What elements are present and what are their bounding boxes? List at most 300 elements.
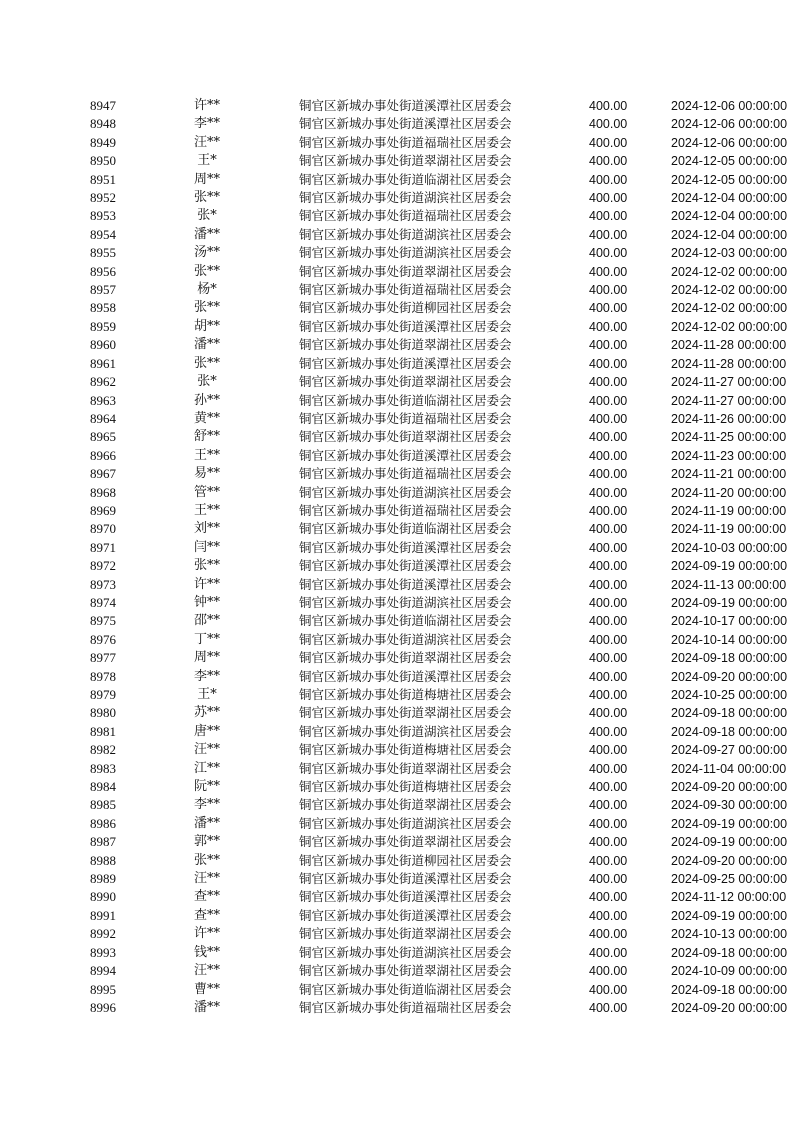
row-name: 查** bbox=[193, 907, 220, 923]
table-row bbox=[0, 760, 793, 778]
row-number: 8961 bbox=[90, 355, 116, 371]
row-number: 8956 bbox=[90, 263, 116, 279]
row-organization: 铜官区新城办事处街道翠湖社区居委会 bbox=[299, 650, 512, 666]
records-table-body bbox=[0, 97, 793, 1017]
row-date: 2024-09-18 00:00:00 bbox=[671, 706, 788, 721]
row-amount: 400.00 bbox=[589, 375, 628, 390]
table-row bbox=[0, 796, 793, 814]
row-organization: 铜官区新城办事处街道翠湖社区居委会 bbox=[299, 429, 512, 445]
table-row bbox=[0, 244, 793, 262]
row-date: 2024-09-19 00:00:00 bbox=[671, 559, 788, 574]
row-organization: 铜官区新城办事处街道柳园社区居委会 bbox=[299, 852, 512, 868]
row-organization: 铜官区新城办事处街道湖滨社区居委会 bbox=[299, 190, 512, 206]
row-date: 2024-09-20 00:00:00 bbox=[671, 669, 788, 684]
row-organization: 铜官区新城办事处街道梅塘社区居委会 bbox=[299, 742, 512, 758]
row-date: 2024-12-04 00:00:00 bbox=[671, 191, 788, 206]
row-name: 黄** bbox=[193, 410, 220, 426]
row-organization: 铜官区新城办事处街道溪潭社区居委会 bbox=[299, 907, 512, 923]
table-row bbox=[0, 152, 793, 170]
row-date: 2024-12-02 00:00:00 bbox=[671, 319, 788, 334]
row-number: 8996 bbox=[90, 999, 116, 1015]
table-row bbox=[0, 281, 793, 299]
row-number: 8960 bbox=[90, 337, 116, 353]
row-date: 2024-11-28 00:00:00 bbox=[671, 356, 787, 371]
row-date: 2024-11-19 00:00:00 bbox=[671, 522, 787, 537]
row-amount: 400.00 bbox=[589, 301, 628, 316]
row-amount: 400.00 bbox=[589, 522, 628, 537]
row-organization: 铜官区新城办事处街道湖滨社区居委会 bbox=[299, 631, 512, 647]
row-number: 8954 bbox=[90, 226, 116, 242]
row-name: 张* bbox=[197, 208, 217, 224]
row-organization: 铜官区新城办事处街道翠湖社区居委会 bbox=[299, 926, 512, 942]
row-organization: 铜官区新城办事处街道湖滨社区居委会 bbox=[299, 944, 512, 960]
row-organization: 铜官区新城办事处街道溪潭社区居委会 bbox=[299, 871, 512, 887]
row-date: 2024-11-04 00:00:00 bbox=[671, 761, 787, 776]
row-amount: 400.00 bbox=[589, 595, 628, 610]
row-organization: 铜官区新城办事处街道福瑞社区居委会 bbox=[299, 282, 512, 298]
row-organization: 铜官区新城办事处街道临湖社区居委会 bbox=[299, 613, 512, 629]
row-number: 8994 bbox=[90, 963, 116, 979]
table-row bbox=[0, 520, 793, 538]
row-organization: 铜官区新城办事处街道翠湖社区居委会 bbox=[299, 963, 512, 979]
row-organization: 铜官区新城办事处街道溪潭社区居委会 bbox=[299, 318, 512, 334]
row-number: 8981 bbox=[90, 723, 116, 739]
row-organization: 铜官区新城办事处街道湖滨社区居委会 bbox=[299, 723, 512, 739]
row-number: 8977 bbox=[90, 650, 116, 666]
row-date: 2024-11-20 00:00:00 bbox=[671, 485, 787, 500]
row-number: 8959 bbox=[90, 318, 116, 334]
table-row bbox=[0, 97, 793, 115]
table-row bbox=[0, 355, 793, 373]
row-name: 张** bbox=[193, 263, 220, 279]
table-row bbox=[0, 207, 793, 225]
row-organization: 铜官区新城办事处街道福瑞社区居委会 bbox=[299, 502, 512, 518]
row-number: 8988 bbox=[90, 852, 116, 868]
row-number: 8974 bbox=[90, 594, 116, 610]
row-amount: 400.00 bbox=[589, 724, 628, 739]
table-row bbox=[0, 226, 793, 244]
row-name: 汪** bbox=[193, 742, 220, 758]
table-row bbox=[0, 778, 793, 796]
table-row bbox=[0, 741, 793, 759]
row-organization: 铜官区新城办事处街道溪潭社区居委会 bbox=[299, 576, 512, 592]
row-name: 丁** bbox=[193, 631, 220, 647]
row-organization: 铜官区新城办事处街道福瑞社区居委会 bbox=[299, 466, 512, 482]
row-amount: 400.00 bbox=[589, 99, 628, 113]
row-organization: 铜官区新城办事处街道溪潭社区居委会 bbox=[299, 558, 512, 574]
row-amount: 400.00 bbox=[589, 890, 628, 905]
row-amount: 400.00 bbox=[589, 191, 628, 206]
row-amount: 400.00 bbox=[589, 632, 628, 647]
row-date: 2024-09-20 00:00:00 bbox=[671, 780, 788, 795]
table-row bbox=[0, 815, 793, 833]
row-amount: 400.00 bbox=[589, 154, 628, 169]
table-row bbox=[0, 944, 793, 962]
table-row bbox=[0, 115, 793, 133]
row-amount: 400.00 bbox=[589, 872, 628, 887]
row-name: 钱** bbox=[193, 944, 220, 960]
row-date: 2024-12-05 00:00:00 bbox=[671, 172, 788, 187]
row-number: 8951 bbox=[90, 171, 116, 187]
row-amount: 400.00 bbox=[589, 743, 628, 758]
row-number: 8965 bbox=[90, 429, 116, 445]
table-row bbox=[0, 539, 793, 557]
table-row bbox=[0, 557, 793, 575]
row-amount: 400.00 bbox=[589, 798, 628, 813]
table-row bbox=[0, 686, 793, 704]
row-date: 2024-11-28 00:00:00 bbox=[671, 338, 787, 353]
row-name: 潘** bbox=[193, 226, 220, 242]
row-name: 闫** bbox=[193, 539, 220, 555]
table-row bbox=[0, 704, 793, 722]
row-amount: 400.00 bbox=[589, 780, 628, 795]
row-date: 2024-11-27 00:00:00 bbox=[671, 375, 787, 390]
row-number: 8987 bbox=[90, 834, 116, 850]
table-row bbox=[0, 189, 793, 207]
row-name: 许** bbox=[193, 926, 220, 942]
table-row bbox=[0, 392, 793, 410]
row-number: 8948 bbox=[90, 116, 116, 132]
row-amount: 400.00 bbox=[589, 927, 628, 942]
row-date: 2024-09-25 00:00:00 bbox=[671, 872, 788, 887]
row-organization: 铜官区新城办事处街道福瑞社区居委会 bbox=[299, 410, 512, 426]
row-name: 江** bbox=[193, 760, 220, 776]
table-row bbox=[0, 299, 793, 317]
row-amount: 400.00 bbox=[589, 982, 628, 997]
row-number: 8985 bbox=[90, 797, 116, 813]
row-number: 8991 bbox=[90, 907, 116, 923]
table-row bbox=[0, 447, 793, 465]
row-date: 2024-10-09 00:00:00 bbox=[671, 964, 788, 979]
row-organization: 铜官区新城办事处街道临湖社区居委会 bbox=[299, 981, 512, 997]
row-amount: 400.00 bbox=[589, 614, 628, 629]
row-number: 8980 bbox=[90, 705, 116, 721]
row-name: 易** bbox=[193, 466, 220, 482]
row-organization: 铜官区新城办事处街道溪潭社区居委会 bbox=[299, 889, 512, 905]
row-name: 许** bbox=[193, 98, 220, 113]
row-amount: 400.00 bbox=[589, 651, 628, 666]
row-date: 2024-09-20 00:00:00 bbox=[671, 853, 788, 868]
row-number: 8990 bbox=[90, 889, 116, 905]
row-number: 8989 bbox=[90, 871, 116, 887]
row-organization: 铜官区新城办事处街道溪潭社区居委会 bbox=[299, 447, 512, 463]
row-number: 8957 bbox=[90, 282, 116, 298]
row-name: 刘** bbox=[193, 521, 220, 537]
table-row bbox=[0, 833, 793, 851]
table-row bbox=[0, 318, 793, 336]
row-organization: 铜官区新城办事处街道湖滨社区居委会 bbox=[299, 815, 512, 831]
table-row bbox=[0, 502, 793, 520]
row-date: 2024-09-19 00:00:00 bbox=[671, 595, 788, 610]
row-name: 李** bbox=[193, 668, 220, 684]
row-amount: 400.00 bbox=[589, 835, 628, 850]
row-organization: 铜官区新城办事处街道溪潭社区居委会 bbox=[299, 668, 512, 684]
row-number: 8979 bbox=[90, 687, 116, 702]
row-amount: 400.00 bbox=[589, 411, 628, 426]
row-date: 2024-09-18 00:00:00 bbox=[671, 651, 788, 666]
row-name: 钟** bbox=[193, 594, 220, 610]
row-name: 王** bbox=[193, 502, 220, 518]
row-amount: 400.00 bbox=[589, 283, 628, 298]
row-date: 2024-12-06 00:00:00 bbox=[671, 135, 788, 150]
row-amount: 400.00 bbox=[589, 430, 628, 445]
row-number: 8969 bbox=[90, 502, 116, 518]
row-name: 唐** bbox=[193, 723, 220, 739]
row-amount: 400.00 bbox=[589, 1000, 628, 1015]
row-number: 8958 bbox=[90, 300, 116, 316]
table-row bbox=[0, 134, 793, 152]
row-number: 8950 bbox=[90, 153, 116, 169]
row-date: 2024-11-21 00:00:00 bbox=[671, 467, 787, 482]
row-name: 汪** bbox=[193, 134, 220, 150]
row-name: 汤** bbox=[193, 245, 220, 261]
row-number: 8968 bbox=[90, 484, 116, 500]
row-number: 8983 bbox=[90, 760, 116, 776]
row-amount: 400.00 bbox=[589, 669, 628, 684]
row-organization: 铜官区新城办事处街道福瑞社区居委会 bbox=[299, 134, 512, 150]
row-number: 8986 bbox=[90, 815, 116, 831]
table-row bbox=[0, 428, 793, 446]
table-row bbox=[0, 981, 793, 999]
row-name: 张** bbox=[193, 300, 220, 316]
row-name: 管** bbox=[193, 484, 220, 500]
row-amount: 400.00 bbox=[589, 503, 628, 518]
row-amount: 400.00 bbox=[589, 540, 628, 555]
table-row bbox=[0, 668, 793, 686]
row-number: 8963 bbox=[90, 392, 116, 408]
row-date: 2024-12-02 00:00:00 bbox=[671, 264, 788, 279]
row-amount: 400.00 bbox=[589, 172, 628, 187]
table-row bbox=[0, 171, 793, 189]
row-number: 8964 bbox=[90, 410, 116, 426]
table-row bbox=[0, 907, 793, 925]
row-amount: 400.00 bbox=[589, 135, 628, 150]
row-name: 王* bbox=[197, 687, 217, 702]
row-number: 8966 bbox=[90, 447, 116, 463]
row-name: 潘** bbox=[193, 815, 220, 831]
row-organization: 铜官区新城办事处街道福瑞社区居委会 bbox=[299, 208, 512, 224]
row-amount: 400.00 bbox=[589, 559, 628, 574]
row-date: 2024-09-19 00:00:00 bbox=[671, 816, 788, 831]
row-number: 8995 bbox=[90, 981, 116, 997]
row-name: 汪** bbox=[193, 871, 220, 887]
row-organization: 铜官区新城办事处街道临湖社区居委会 bbox=[299, 521, 512, 537]
row-amount: 400.00 bbox=[589, 761, 628, 776]
row-organization: 铜官区新城办事处街道湖滨社区居委会 bbox=[299, 484, 512, 500]
row-number: 8962 bbox=[90, 374, 116, 390]
table-row bbox=[0, 576, 793, 594]
row-name: 潘** bbox=[193, 999, 220, 1015]
row-date: 2024-09-19 00:00:00 bbox=[671, 835, 788, 850]
row-date: 2024-10-03 00:00:00 bbox=[671, 540, 788, 555]
table-row bbox=[0, 263, 793, 281]
table-row bbox=[0, 888, 793, 906]
row-organization: 铜官区新城办事处街道临湖社区居委会 bbox=[299, 171, 512, 187]
table-row bbox=[0, 999, 793, 1017]
row-number: 8982 bbox=[90, 742, 116, 758]
row-date: 2024-10-14 00:00:00 bbox=[671, 632, 788, 647]
row-organization: 铜官区新城办事处街道溪潭社区居委会 bbox=[299, 355, 512, 371]
row-number: 8952 bbox=[90, 190, 116, 206]
table-row bbox=[0, 723, 793, 741]
row-amount: 400.00 bbox=[589, 706, 628, 721]
table-row bbox=[0, 870, 793, 888]
row-organization: 铜官区新城办事处街道溪潭社区居委会 bbox=[299, 116, 512, 132]
table-row bbox=[0, 484, 793, 502]
row-date: 2024-12-04 00:00:00 bbox=[671, 227, 788, 242]
row-amount: 400.00 bbox=[589, 209, 628, 224]
row-number: 8976 bbox=[90, 631, 116, 647]
row-organization: 铜官区新城办事处街道临湖社区居委会 bbox=[299, 392, 512, 408]
row-organization: 铜官区新城办事处街道梅塘社区居委会 bbox=[299, 687, 512, 702]
row-name: 杨* bbox=[197, 282, 217, 298]
row-amount: 400.00 bbox=[589, 467, 628, 482]
row-date: 2024-12-04 00:00:00 bbox=[671, 209, 788, 224]
row-date: 2024-09-20 00:00:00 bbox=[671, 1000, 788, 1015]
row-date: 2024-12-06 00:00:00 bbox=[671, 117, 788, 132]
row-organization: 铜官区新城办事处街道翠湖社区居委会 bbox=[299, 153, 512, 169]
row-number: 8975 bbox=[90, 613, 116, 629]
row-amount: 400.00 bbox=[589, 246, 628, 261]
row-name: 周** bbox=[193, 650, 220, 666]
row-organization: 铜官区新城办事处街道翠湖社区居委会 bbox=[299, 337, 512, 353]
row-amount: 400.00 bbox=[589, 816, 628, 831]
row-date: 2024-12-05 00:00:00 bbox=[671, 154, 788, 169]
row-amount: 400.00 bbox=[589, 964, 628, 979]
row-name: 李** bbox=[193, 797, 220, 813]
row-organization: 铜官区新城办事处街道翠湖社区居委会 bbox=[299, 834, 512, 850]
row-organization: 铜官区新城办事处街道溪潭社区居委会 bbox=[299, 98, 512, 113]
row-number: 8972 bbox=[90, 558, 116, 574]
row-amount: 400.00 bbox=[589, 945, 628, 960]
row-name: 潘** bbox=[193, 337, 220, 353]
row-date: 2024-09-30 00:00:00 bbox=[671, 798, 788, 813]
row-number: 8971 bbox=[90, 539, 116, 555]
row-date: 2024-12-02 00:00:00 bbox=[671, 301, 788, 316]
row-number: 8992 bbox=[90, 926, 116, 942]
row-number: 8970 bbox=[90, 521, 116, 537]
table-row bbox=[0, 373, 793, 391]
row-number: 8973 bbox=[90, 576, 116, 592]
row-name: 舒** bbox=[193, 429, 220, 445]
row-name: 胡** bbox=[193, 318, 220, 334]
row-number: 8953 bbox=[90, 208, 116, 224]
row-name: 许** bbox=[193, 576, 220, 592]
row-date: 2024-11-12 00:00:00 bbox=[671, 890, 787, 905]
table-row bbox=[0, 631, 793, 649]
row-number: 8947 bbox=[90, 98, 116, 113]
records-table bbox=[0, 97, 793, 1017]
row-number: 8967 bbox=[90, 466, 116, 482]
row-name: 周** bbox=[193, 171, 220, 187]
row-name: 王* bbox=[197, 153, 217, 169]
row-date: 2024-09-18 00:00:00 bbox=[671, 945, 788, 960]
row-name: 汪** bbox=[193, 963, 220, 979]
row-name: 曹** bbox=[193, 981, 220, 997]
table-row bbox=[0, 649, 793, 667]
row-date: 2024-11-19 00:00:00 bbox=[671, 503, 787, 518]
row-amount: 400.00 bbox=[589, 485, 628, 500]
row-amount: 400.00 bbox=[589, 117, 628, 132]
row-date: 2024-10-13 00:00:00 bbox=[671, 927, 788, 942]
row-amount: 400.00 bbox=[589, 338, 628, 353]
row-organization: 铜官区新城办事处街道湖滨社区居委会 bbox=[299, 594, 512, 610]
row-amount: 400.00 bbox=[589, 227, 628, 242]
row-amount: 400.00 bbox=[589, 448, 628, 463]
row-number: 8955 bbox=[90, 245, 116, 261]
table-row bbox=[0, 852, 793, 870]
row-amount: 400.00 bbox=[589, 908, 628, 923]
row-amount: 400.00 bbox=[589, 356, 628, 371]
row-name: 苏** bbox=[193, 705, 220, 721]
row-amount: 400.00 bbox=[589, 319, 628, 334]
row-organization: 铜官区新城办事处街道柳园社区居委会 bbox=[299, 300, 512, 316]
row-amount: 400.00 bbox=[589, 264, 628, 279]
row-organization: 铜官区新城办事处街道溪潭社区居委会 bbox=[299, 539, 512, 555]
row-organization: 铜官区新城办事处街道翠湖社区居委会 bbox=[299, 705, 512, 721]
row-date: 2024-12-02 00:00:00 bbox=[671, 283, 788, 298]
row-date: 2024-09-18 00:00:00 bbox=[671, 724, 788, 739]
table-row bbox=[0, 465, 793, 483]
row-number: 8978 bbox=[90, 668, 116, 684]
row-name: 张** bbox=[193, 355, 220, 371]
table-row bbox=[0, 962, 793, 980]
row-name: 孙** bbox=[193, 392, 220, 408]
row-organization: 铜官区新城办事处街道梅塘社区居委会 bbox=[299, 779, 512, 795]
row-name: 邵** bbox=[193, 613, 220, 629]
row-amount: 400.00 bbox=[589, 688, 628, 702]
table-row bbox=[0, 925, 793, 943]
row-name: 张** bbox=[193, 190, 220, 206]
row-name: 张** bbox=[193, 852, 220, 868]
row-name: 张* bbox=[197, 374, 217, 390]
row-organization: 铜官区新城办事处街道翠湖社区居委会 bbox=[299, 263, 512, 279]
row-name: 张** bbox=[193, 558, 220, 574]
row-date: 2024-09-18 00:00:00 bbox=[671, 982, 788, 997]
row-organization: 铜官区新城办事处街道翠湖社区居委会 bbox=[299, 374, 512, 390]
row-date: 2024-12-03 00:00:00 bbox=[671, 246, 788, 261]
row-number: 8984 bbox=[90, 779, 116, 795]
row-date: 2024-11-26 00:00:00 bbox=[671, 411, 787, 426]
row-organization: 铜官区新城办事处街道湖滨社区居委会 bbox=[299, 226, 512, 242]
row-date: 2024-11-23 00:00:00 bbox=[671, 448, 787, 463]
row-name: 查** bbox=[193, 889, 220, 905]
table-row bbox=[0, 336, 793, 354]
row-date: 2024-10-25 00:00:00 bbox=[671, 688, 788, 702]
row-amount: 400.00 bbox=[589, 577, 628, 592]
row-name: 阮** bbox=[193, 779, 220, 795]
row-date: 2024-09-27 00:00:00 bbox=[671, 743, 788, 758]
row-amount: 400.00 bbox=[589, 393, 628, 408]
row-amount: 400.00 bbox=[589, 853, 628, 868]
row-date: 2024-10-17 00:00:00 bbox=[671, 614, 788, 629]
row-number: 8949 bbox=[90, 134, 116, 150]
row-organization: 铜官区新城办事处街道福瑞社区居委会 bbox=[299, 999, 512, 1015]
row-name: 王** bbox=[193, 447, 220, 463]
row-organization: 铜官区新城办事处街道翠湖社区居委会 bbox=[299, 797, 512, 813]
table-row bbox=[0, 612, 793, 630]
row-name: 李** bbox=[193, 116, 220, 132]
row-date: 2024-11-25 00:00:00 bbox=[671, 430, 787, 445]
table-row bbox=[0, 594, 793, 612]
row-name: 郭** bbox=[193, 834, 220, 850]
row-organization: 铜官区新城办事处街道湖滨社区居委会 bbox=[299, 245, 512, 261]
row-date: 2024-12-06 00:00:00 bbox=[671, 99, 788, 113]
table-row bbox=[0, 410, 793, 428]
row-date: 2024-11-13 00:00:00 bbox=[671, 577, 787, 592]
row-date: 2024-09-19 00:00:00 bbox=[671, 908, 788, 923]
row-organization: 铜官区新城办事处街道翠湖社区居委会 bbox=[299, 760, 512, 776]
